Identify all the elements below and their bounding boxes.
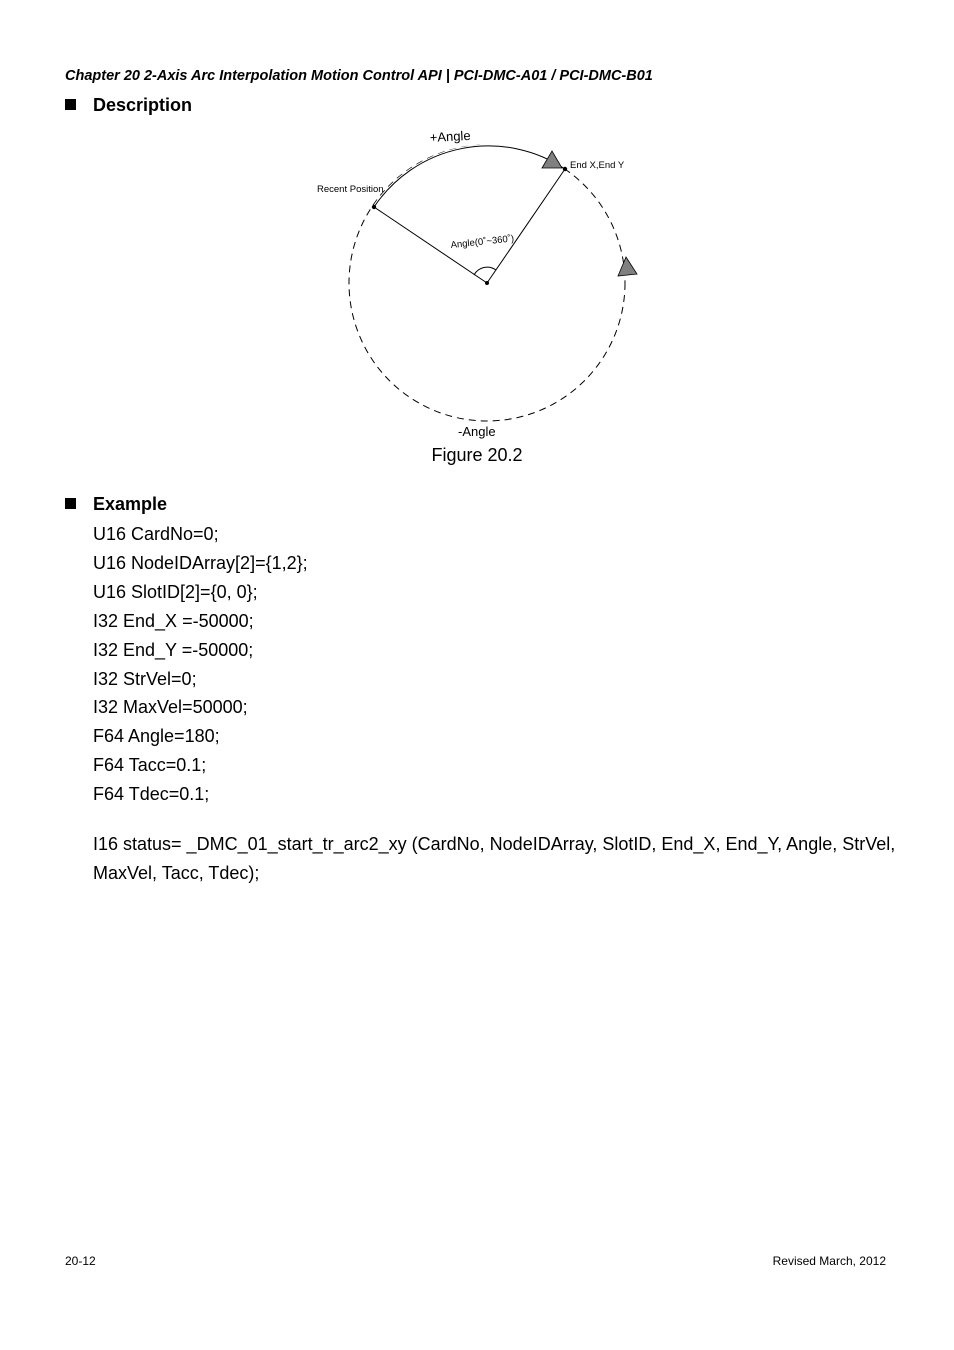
function-call-example: I16 status= _DMC_01_start_tr_arc2_xy (CardNo, NodeIDArray, SlotID, End_X, End_Y, Angle, StrVel, MaxVel, Tacc, Tdec); [93,834,896,883]
page-header: Chapter 20 2-Axis Arc Interpolation Motion Control API | PCI-DMC-A01 / PCI-DMC-B01 [65,68,653,84]
minus-angle-label: -Angle [458,424,496,439]
revision-date: Revised March, 2012 [772,1254,886,1268]
code-line: F64 Tacc=0.1; [93,755,207,776]
radius-to-end-point [487,169,565,283]
code-line: I32 End_X =-50000; [93,610,254,631]
example-heading-text: Example [93,494,168,514]
code-line: U16 CardNo=0; [93,524,219,544]
arc-diagram [310,125,650,445]
description-heading [65,95,192,116]
square-bullet-icon [65,498,76,509]
code-line: I32 StrVel=0; [93,668,197,689]
arrow-minus-angle-icon [618,257,637,276]
plus-angle-label: +Angle [429,127,471,145]
end-point-label: End X,End Y [570,160,625,171]
square-bullet-icon [65,99,76,110]
code-line: F64 Tdec=0.1; [93,784,210,805]
code-line: U16 NodeIDArray[2]={1,2}; [93,552,308,573]
code-line: U16 SlotID[2]={0, 0}; [93,581,258,602]
page-number: 20-12 [65,1254,96,1268]
code-line: F64 Angle=180; [93,726,220,747]
example-heading [65,494,167,515]
code-line: I32 MaxVel=50000; [93,697,248,718]
angle-range-label: Angle(0˚~360˚) [450,233,515,251]
figure-caption: Figure 20.2 [431,445,523,465]
recent-position-point [372,205,376,209]
description-heading-text: Description [93,95,193,115]
code-line: I32 End_Y =-50000; [93,639,254,660]
example-code-block [93,520,308,809]
arc-interpolation-figure [310,125,650,445]
center-point [485,281,489,285]
recent-position-label: Recent Position [317,184,384,195]
end-point [563,167,567,171]
